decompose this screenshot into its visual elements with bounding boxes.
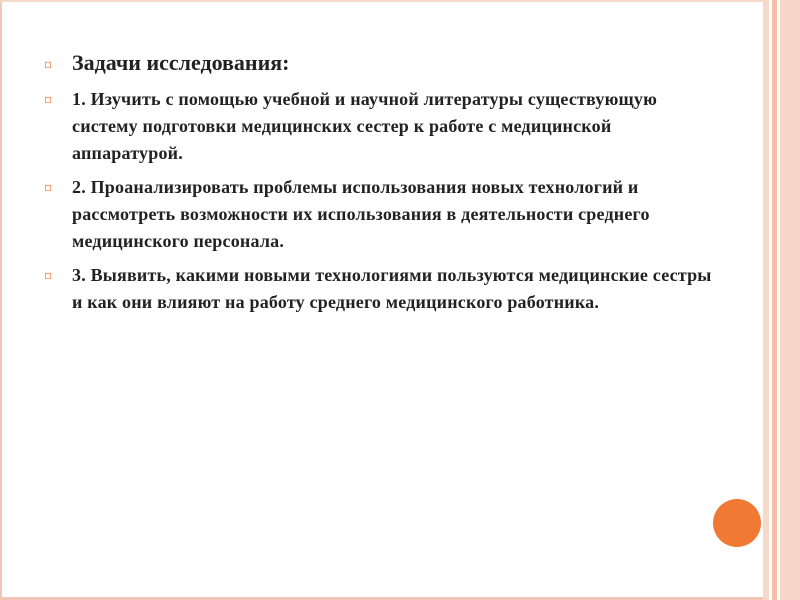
task-item-2: 2. Проанализировать проблемы использования новых технологий и рассмотреть возможности их использования в деятельности среднего медицинского персонала. [72, 177, 650, 251]
square-bullet-icon: ▫ [44, 57, 53, 71]
left-frame-border [0, 0, 2, 600]
task-item-3: 3. Выявить, какими новыми технологиями пользуются медицинские сестры и как они влияют на работу среднего медицинского работника. [72, 265, 712, 312]
orange-circle-icon [713, 499, 761, 547]
title-row [44, 48, 724, 78]
top-frame-border [0, 0, 800, 2]
square-bullet-icon: ▫ [44, 268, 53, 282]
list-item [44, 262, 724, 316]
square-bullet-icon: ▫ [44, 180, 53, 194]
task-item-1: 1. Изучить с помощью учебной и научной литературы существующую систему подготовки медицинских сестер к работе с медицинской аппаратурой. [72, 89, 658, 163]
right-decorative-band [780, 0, 800, 600]
slide-content [44, 48, 724, 323]
list-item [44, 86, 724, 167]
list-item [44, 174, 724, 255]
slide-title: Задачи исследования: [72, 50, 290, 75]
square-bullet-icon: ▫ [44, 92, 53, 106]
